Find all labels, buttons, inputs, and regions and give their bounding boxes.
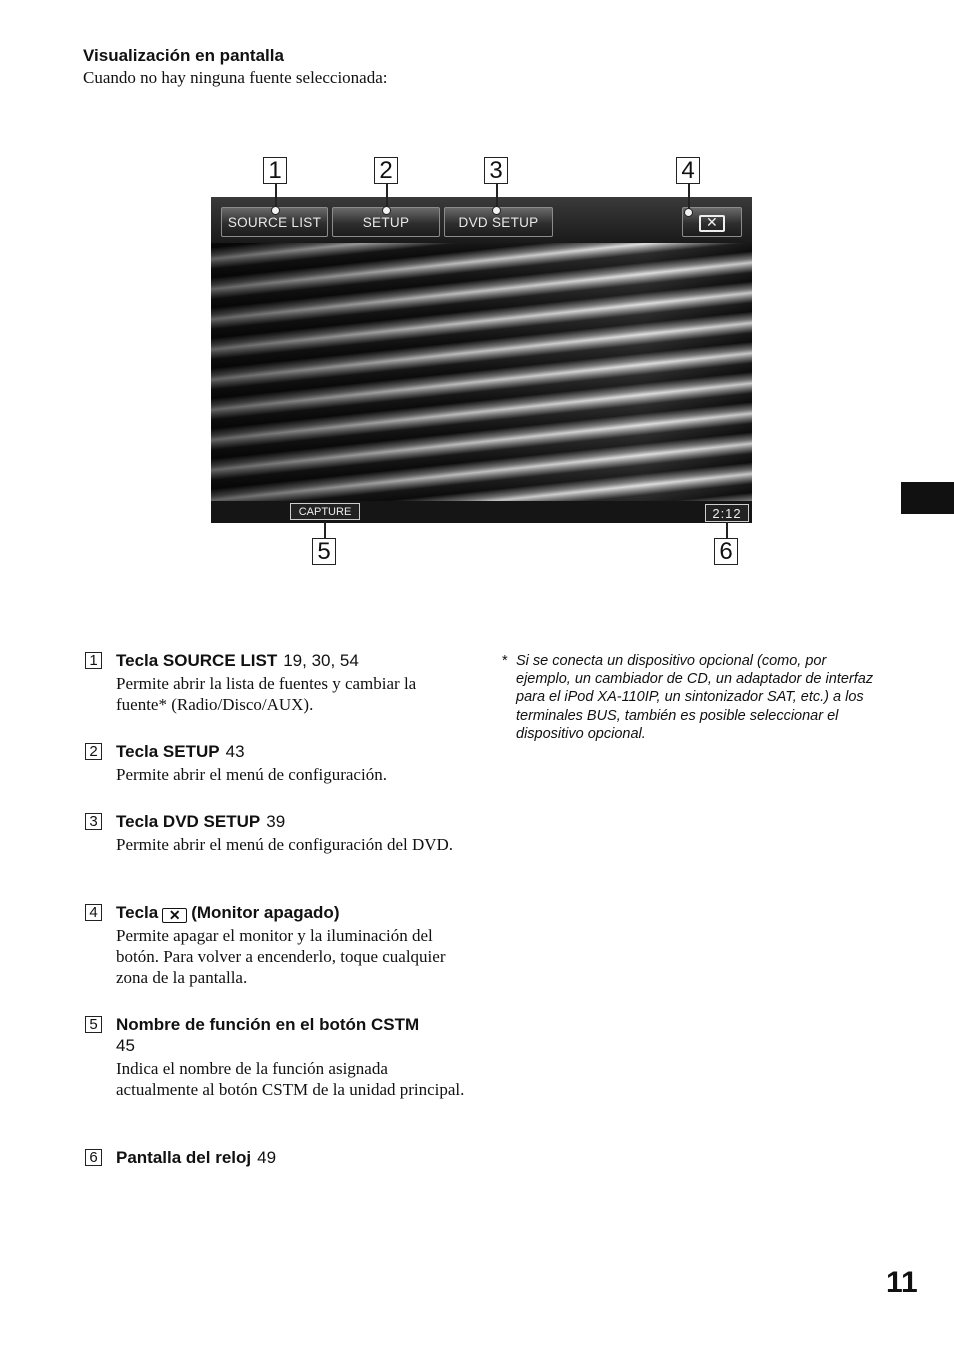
callout-dot	[684, 208, 693, 217]
clock-display: 2:12	[705, 504, 749, 522]
item-description: Permite abrir la lista de fuentes y cambiar la fuente* (Radio/Disco/AUX).	[116, 674, 417, 714]
setup-button[interactable]: SETUP	[332, 207, 440, 237]
callout-4: 4	[676, 157, 700, 184]
item-title: Nombre de función en el botón CSTM	[116, 1015, 420, 1034]
close-icon: ✕	[162, 908, 187, 923]
item-description: Indica el nombre de la función asignada actualmente al botón CSTM de la unidad principal.	[116, 1059, 465, 1099]
item-setup	[85, 741, 465, 785]
item-title: Tecla SETUP	[116, 742, 220, 761]
item-cstm-name	[85, 1014, 465, 1100]
item-title: Tecla DVD SETUP	[116, 812, 261, 831]
footnote-marker: *	[502, 653, 508, 669]
item-dvd-setup	[85, 811, 465, 855]
cstm-function-label: CAPTURE	[290, 503, 360, 520]
page-reference: 49	[257, 1148, 277, 1167]
item-source-list	[85, 650, 465, 715]
callout-dot	[492, 206, 501, 215]
item-title: Pantalla del reloj	[116, 1148, 252, 1167]
callout-dot	[382, 206, 391, 215]
callout-leader	[324, 522, 326, 538]
callout-3: 3	[484, 157, 508, 184]
item-description: Permite abrir el menú de configuración.	[116, 765, 387, 784]
item-number: 2	[85, 743, 102, 760]
item-title-prefix: Tecla	[116, 903, 159, 922]
page-number: 11	[886, 1266, 918, 1299]
item-title: Tecla SOURCE LIST	[116, 651, 278, 670]
close-icon: ✕	[699, 215, 725, 232]
callout-leader	[726, 522, 728, 538]
callout-1: 1	[263, 157, 287, 184]
section-heading: Visualización en pantalla	[83, 46, 284, 65]
section-subheading: Cuando no hay ninguna fuente seleccionada:	[83, 68, 388, 87]
item-monitor-off	[85, 902, 465, 988]
page-reference: 45	[116, 1036, 135, 1055]
callout-6: 6	[714, 538, 738, 565]
item-number: 5	[85, 1016, 102, 1033]
callout-2: 2	[374, 157, 398, 184]
item-number: 4	[85, 904, 102, 921]
dvd-setup-button[interactable]: DVD SETUP	[444, 207, 553, 237]
source-list-button[interactable]: SOURCE LIST	[221, 207, 328, 237]
page-reference: 39	[266, 812, 286, 831]
item-number: 3	[85, 813, 102, 830]
item-title-suffix: (Monitor apagado)	[191, 903, 340, 922]
page-reference: 43	[225, 742, 245, 761]
section-tab-marker	[901, 482, 954, 514]
item-description: Permite apagar el monitor y la iluminación del botón. Para volver a encenderlo, toque cualquier zona de la pantalla.	[116, 926, 446, 987]
callout-5: 5	[312, 538, 336, 565]
item-number: 6	[85, 1149, 102, 1166]
callout-leader	[688, 184, 690, 211]
item-description: Permite abrir el menú de configuración del DVD.	[116, 835, 454, 854]
footnote-text: Si se conecta un dispositivo opcional (como, por ejemplo, un cambiador de CD, un adaptador de interfaz para el iPod XA-110IP, un sintonizador SAT, etc.) a los terminales BUS, también es posible seleccionar el dispositivo opcional.	[516, 653, 874, 742]
callout-dot	[271, 206, 280, 215]
monitor-screen	[211, 197, 752, 523]
footnote	[502, 652, 882, 743]
item-clock	[85, 1147, 465, 1168]
item-number: 1	[85, 652, 102, 669]
page-reference: 19, 30, 54	[283, 651, 359, 670]
